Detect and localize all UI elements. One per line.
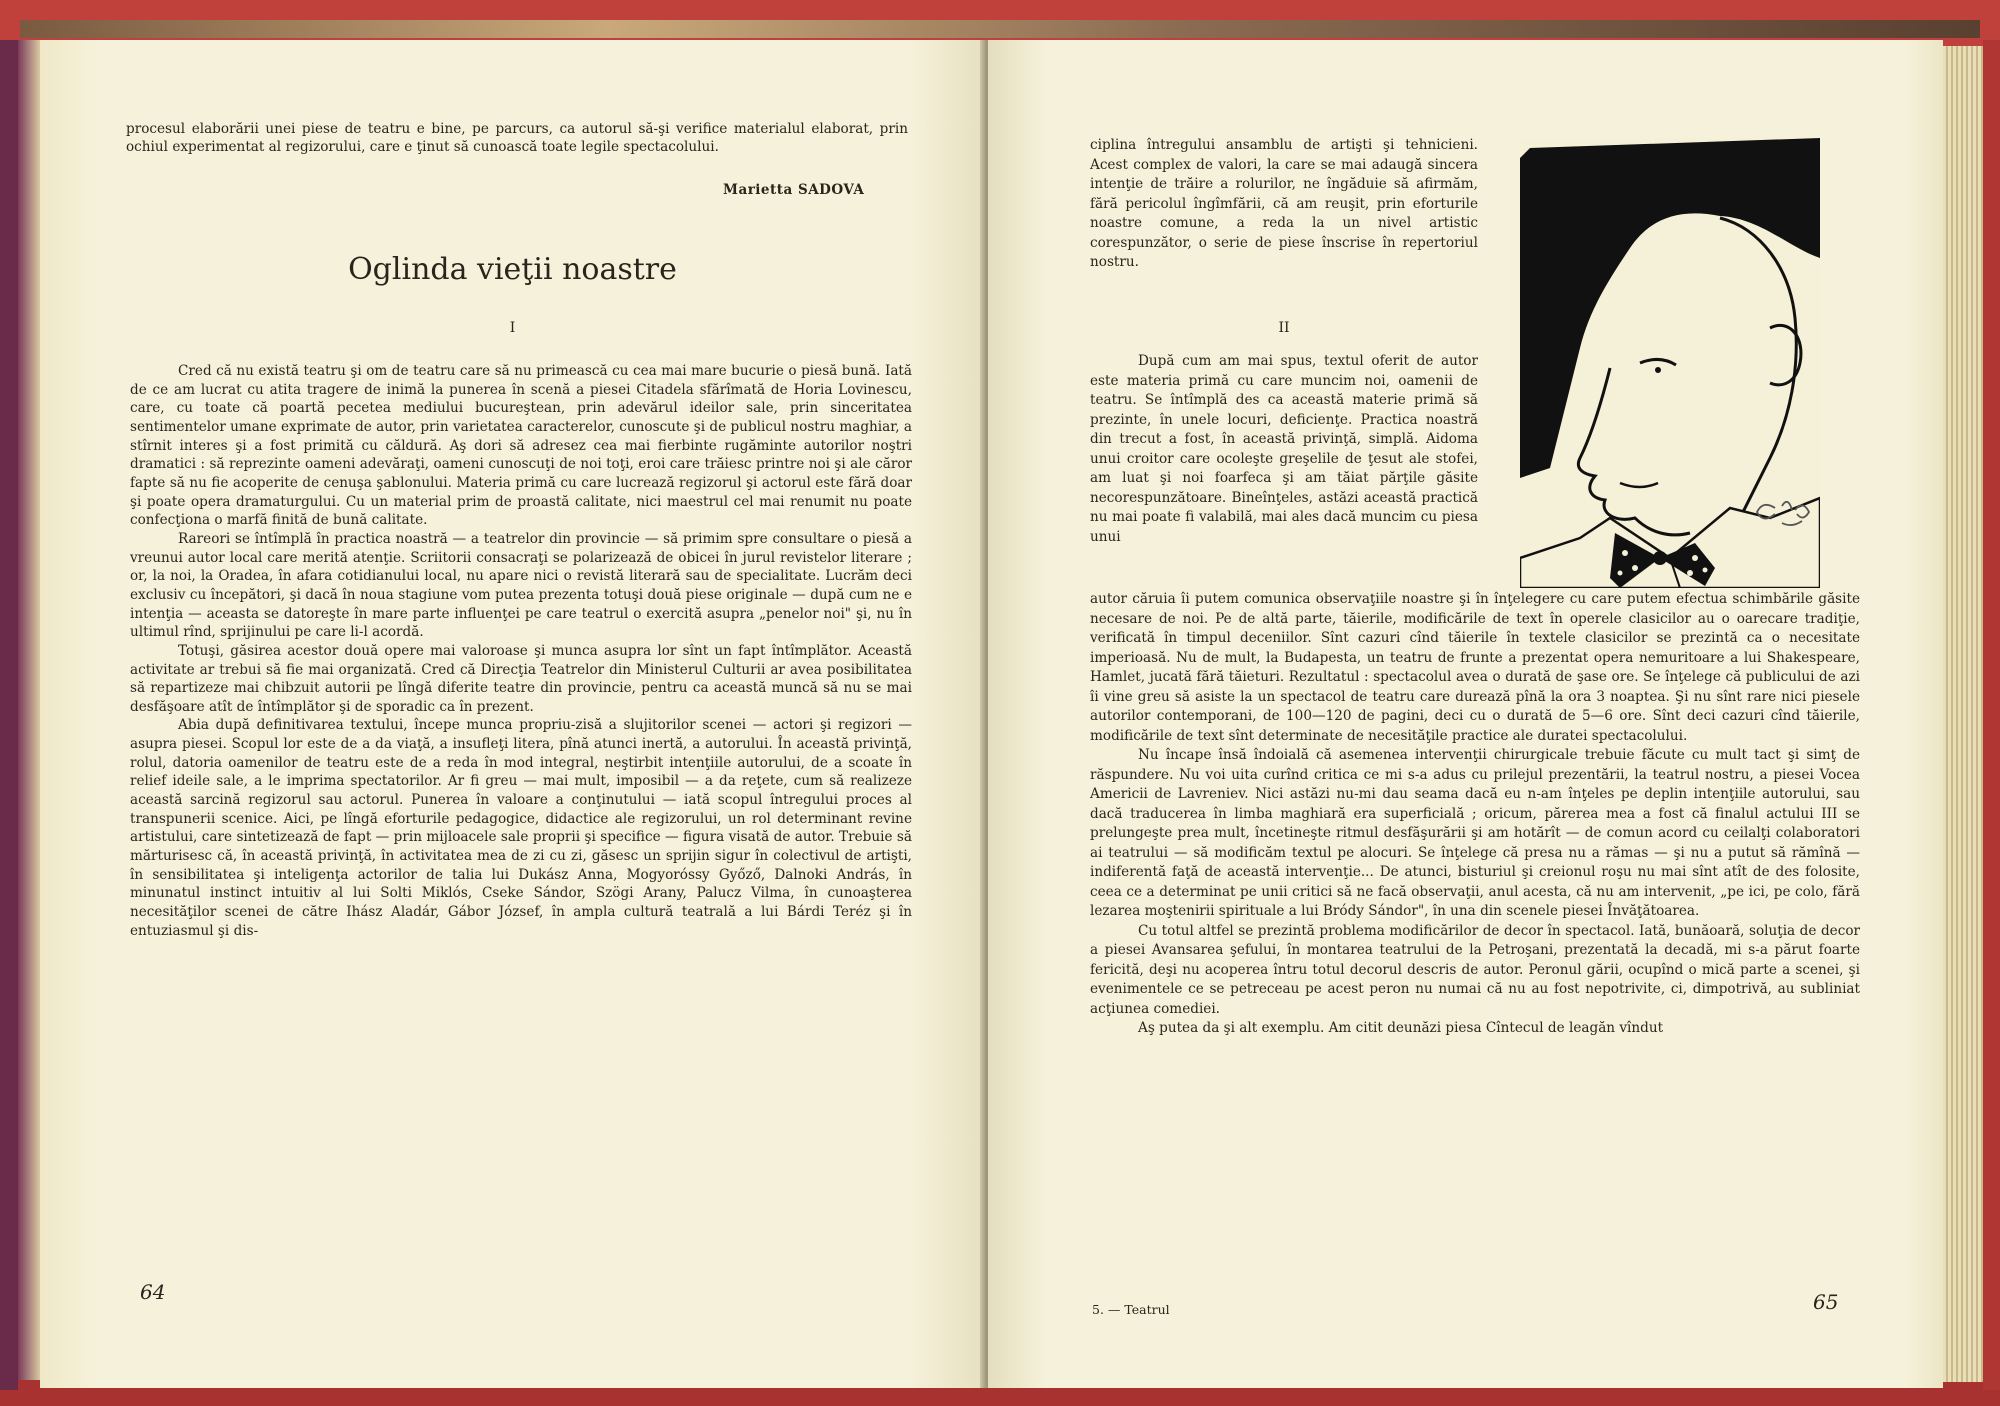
caricature-portrait-icon: [1520, 138, 1820, 588]
page-stack-left: [18, 40, 40, 1380]
left-page: [40, 40, 985, 1388]
paragraph: Abia după definitivarea textului, începe munca propriu-zisă a slujitorilor scenei — actori şi regizori — asupra piesei. Scopul lor este de a da viaţă, a insufleţi litera, pînă atunci inertă, a autorului. În această privinţă, rolul, datoria oamenilor de teatru este de a reda în mod integral, neştirbit intenţiile autorului, de a scoate în relief ideile sale, a le imprima spectatorilor. Ar fi greu — mai mult, imposibil — a da reţete, cum să realizeze această sarcină regizorul sau actorul. Punerea în valoare a conţinutului — iată scopul întregului proces al transpunerii scenice. Aici, pe lîngă eforturile pedagogice, didactice ale regizorului, un rol determinant revine artistului, care sintetizează de fapt — prin mijloacele sale proprii şi specifice — figura visată de autor. Trebuie să mărturisesc că, în această privinţă, în activitatea mea de zi cu zi, găsesc un sprijin sigur în colectivul de artişti, în sensibilitatea şi inteligenţa actorilor de talia lui Dukász Anna, Mogyoróssy Győző, Dalnoki András, în minunatul instinct intuitiv al lui Solti Miklós, Cseke Sándor, Szögi Arany, Palucz Vilma, în cunoaşterea necesităţilor scenei de către Ihász Aladár, Gábor József, în ampla cultură teatrală a lui Bárdi Teréz şi în entuziasmul şi dis-: [130, 717, 912, 939]
right-body-text: [1090, 590, 1860, 1039]
right-top-text: ciplina întregului ansamblu de artişti şi tehnicieni. Acest complex de valori, la care se mai adaugă sincera intenţie de trăire a rolurilor, ne îngăduie să afirmăm, fără pericolul îngîmfării, că am reuşit, prin eforturile noastre comune, a reda la un nivel artistic corespunzător, o serie de piese înscrise în repertoriul nostru.: [1090, 137, 1478, 270]
page-number-left: 64: [140, 1280, 166, 1304]
paragraph: autor căruia îi putem comunica observaţiile noastre şi în înţelegere cu care putem efectua schimbările găsite necesare de noi. Pe de altă parte, tăierile, modificările de text în operele clasicilor au o oarecare tradiţie, verificată în timpul deceniilor. Sînt cazuri cînd tăierile în textele clasicilor se prezintă ca o necesitate imperioasă. Nu de mult, la Budapesta, un teatru de frunte a prezentat opera nemuritoare a lui Shakespeare, Hamlet, jucată fără tăieturi. Rezultatul : spectacolul avea o durată de şase ore. Se înţelege că publicului de azi îi vine greu să asiste la un spectacol de teatru care durează pînă la ora 3 noaptea. Şi nu sînt rare nici piesele autorilor contemporani, de 100—120 de pagini, deci cu o durată de 5—6 ore. Sînt deci cazuri cînd tăierile, modificările de text sînt determinate de necesităţile practice ale duratei spectacolului.: [1090, 591, 1860, 744]
page-number-right: 65: [1813, 1290, 1839, 1314]
section-two-heading: II: [1278, 320, 1290, 336]
intro-text: procesul elaborării unei piese de teatru e bine, pe parcurs, ca autorul să-şi verifice materialul elaborat, prin ochiul experimentat al regizorului, care e ţinut să cunoască toate legile spectacolului.: [126, 121, 908, 155]
section-one-heading: I: [509, 320, 516, 336]
page-stack-right: [1943, 46, 1983, 1382]
paragraph: Aş putea da şi alt exemplu. Am citit deunăzi piesa Cîntecul de leagăn vîndut: [1138, 1020, 1664, 1036]
cover-right-edge: [1983, 40, 2000, 1390]
cover-left-edge: [0, 40, 18, 1390]
paragraph: Nu încape însă îndoială că asemenea intervenţii chirurgicale trebuie făcute cu mult tact şi simţ de răspundere. Nu voi uita curînd critica ce mi s-a adus cu prilejul prezentării, la teatrul nostru, a piesei Vocea Americii de Lavreniev. Nici astăzi nu-mi dau seama dacă eu n-am înţeles pe deplin intenţiile autorului, sau dacă traducerea în limba maghiară era superficială ; oricum, părerea mea a fost că finalul actului III se prelungeşte prea mult, încetineşte ritmul desfăşurării şi am hotărît — de comun acord cu ceilalţi colaboratori ai teatrului — să modificăm textul pe alocuri. Se înţelege că presa nu a rămas — şi nu a putut să rămînă — indiferentă faţă de această intervenţie... De atunci, bisturiul şi creionul roşu nu mai sînt atît de des folosite, ceea ce a determinat pe unii critici să ne facă observaţii, anul acesta, că nu am intervenit, „pe ici, pe colo, fără lezarea moştenirii spirituale a lui Bródy Sándor", în una din scenele piesei Învăţătoarea.: [1090, 747, 1860, 919]
footer-signature: 5. — Teatrul: [1092, 1302, 1170, 1317]
paragraph: Rareori se întîmplă în practica noastră — a teatrelor din provincie — să primim spre consultare o piesă a vreunui autor local care merită atenţie. Scriitorii consacraţi se polarizează de obicei în jurul revistelor literare ; or, la noi, la Oradea, în afara cotidianului local, nu apare nici o revistă literară sau de specialitate. Lucrăm deci exclusiv cu începători, şi dacă în noua stagiune vom putea prezenta totuşi două piese originale — după cum ne e intenţia — aceasta se datoreşte în mare parte influenţei pe care teatrul o exercită asupra „penelor noi" şi, nu în ultimul rînd, sprijinului pe care li-l acordă.: [130, 530, 912, 641]
left-body-text: [130, 362, 912, 940]
cover-top-edge: [20, 20, 1980, 38]
paragraph: Cu totul altfel se prezintă problema modificărilor de decor în spectacol. Iată, bunăoară, soluţia de decor a piesei Avansarea şefului, în montarea teatrului de la Petroşani, prezentată la decadă, mi s-a părut foarte fericită, deşi nu acoperea întru totul decorul descris de autor. Peronul gării, ocupînd o mică parte a scenei, şi evenimentele ce se petreceau pe acest peron nu numai că nu au fost nepotrivite, ci, dimpotrivă, au subliniat acţiunea comediei.: [1090, 922, 1860, 1017]
paragraph: Totuşi, găsirea acestor două opere mai valoroase şi munca asupra lor sînt un fapt întîmplător. Această activitate ar trebui să fie mai organizată. Cred că Direcţia Teatrelor din Ministerul Culturii ar avea posibilitatea să repartizeze mai chibzuit autorii pe lîngă diferite teatre din provincie, pentru ca această muncă să nu se mai desfăşoare atît de întîmplător şi de sporadic ca în prezent.: [130, 642, 912, 715]
article-title: Oglinda vieţii noastre: [348, 252, 677, 287]
intro-signature: Marietta SADOVA: [723, 182, 865, 198]
right-column-text: După cum am mai spus, textul oferit de autor este materia primă cu care muncim noi, oamenii de teatru. Se întîmplă des ca această materie primă să prezinte, în unele locuri, deficienţe. Practica noastră din trecut a fost, în această privinţă, simplă. Aidoma unui croitor care ocoleşte greşelile de ţesut ale stofei, am luat şi noi foarfeca şi am tăiat părţile găsite necorespunzătoare. Bineînţeles, astăzi această practică nu mai poate fi valabilă, mai ales dacă muncim cu piesa unui: [1090, 353, 1478, 545]
paragraph: Cred că nu există teatru şi om de teatru care să nu primească cu cea mai mare bucurie o piesă bună. Iată de ce am lucrat cu atita tragere de inimă la punerea în scenă a piesei Citadela sfărîmată de Horia Lovinescu, care, cu toate că poartă pecetea mediului bucureştean, prin adevărul ideilor sale, prin sinceritatea sentimentelor umane exprimate de autor, prin varietatea caracterelor, cunoscute şi de publicul nostru maghiar, a stîrnit interes şi a fost primită cu căldură. Aş dori să adresez cea mai fierbinte rugăminte autorilor noştri dramatici : să reprezinte oameni adevăraţi, oameni cunoscuţi de noi toţi, eroi care trăiesc printre noi şi ale căror fapte să nu fie acoperite de cenuşa şablonului. Materia primă cu care lucrează regizorul şi actorul este fără doar şi poate opera dramaturgului. Cu un material prim de proastă calitate, nici maestrul cel mai renumit nu poate confecţiona o marfă finită de bună calitate.: [130, 363, 912, 529]
